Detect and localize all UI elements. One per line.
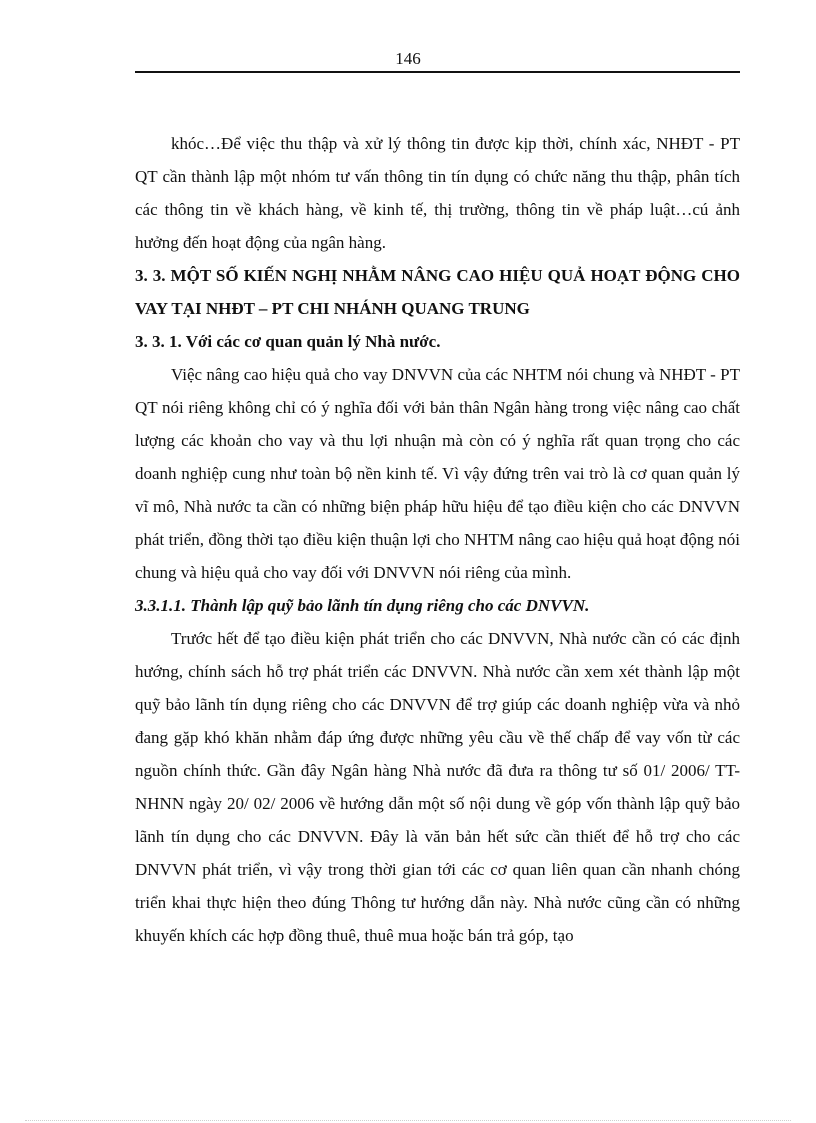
bottom-dotted-border <box>25 1120 791 1121</box>
subsection-heading-3-3-1: 3. 3. 1. Với các cơ quan quản lý Nhà nước. <box>135 332 441 351</box>
page-content <box>135 127 740 952</box>
paragraph-1: khóc…Để việc thu thập và xử lý thông tin được kịp thời, chính xác, NHĐT - PT QT cần thành lập một nhóm tư vấn thông tin tín dụng có chức năng thu thập, phân tích các thông tin về khách hàng, về kinh tế, thị trường, thông tin về pháp luật…cú ảnh hưởng đến hoạt động của ngân hàng. <box>135 134 740 252</box>
paragraph-2: Việc nâng cao hiệu quả cho vay DNVVN của các NHTM nói chung và NHĐT - PT QT nói riêng không chỉ có ý nghĩa đối với bản thân Ngân hàng trong việc nâng cao chất lượng các khoản cho vay và thu lợi nhuận mà còn có ý nghĩa rất quan trọng cho các doanh nghiệp cung như toàn bộ nền kinh tế. Vì vậy đứng trên vai trò là cơ quan quản lý vĩ mô, Nhà nước ta cần có những biện pháp hữu hiệu để tạo điều kiện cho các DNVVN phát triển, đồng thời tạo điều kiện thuận lợi cho NHTM nâng cao hiệu quả hoạt động nói chung và hiệu quả cho vay đối với DNVVN nói riêng của mình. <box>135 365 740 582</box>
header-rule <box>135 71 740 73</box>
section-heading-3-3: 3. 3. MỘT SỐ KIẾN NGHỊ NHẰM NÂNG CAO HIỆU QUẢ HOẠT ĐỘNG CHO VAY TẠI NHĐT – PT CHI NHÁNH QUANG TRUNG <box>135 266 740 318</box>
page-number: 146 <box>395 49 421 68</box>
paragraph-3: Trước hết để tạo điều kiện phát triển cho các DNVVN, Nhà nước cần có các định hướng, chính sách hỗ trợ phát triển các DNVVN. Nhà nước cần xem xét thành lập một quỹ bảo lãnh tín dụng riêng cho các DNVVN để trợ giúp các doanh nghiệp vừa và nhỏ đang gặp khó khăn nhằm đáp ứng được những yêu cầu về thế chấp để vay vốn từ các nguồn chính thức. Gần đây Ngân hàng Nhà nước đã đưa ra thông tư số 01/ 2006/ TT-NHNN ngày 20/ 02/ 2006 về hướng dẫn một số nội dung về góp vốn thành lập quỹ bảo lãnh tín dụng cho các DNVVN. Đây là văn bản hết sức cần thiết để hỗ trợ cho các DNVVN phát triển, vì vậy trong thời gian tới các cơ quan liên quan cần nhanh chóng triển khai thực hiện theo đúng Thông tư hướng dẫn này. Nhà nước cũng cần có những khuyến khích các hợp đồng thuê, thuê mua hoặc bán trả góp, tạo <box>135 629 740 945</box>
subsubsection-heading-3-3-1-1: 3.3.1.1. Thành lập quỹ bảo lãnh tín dụng riêng cho các DNVVN. <box>135 596 590 615</box>
